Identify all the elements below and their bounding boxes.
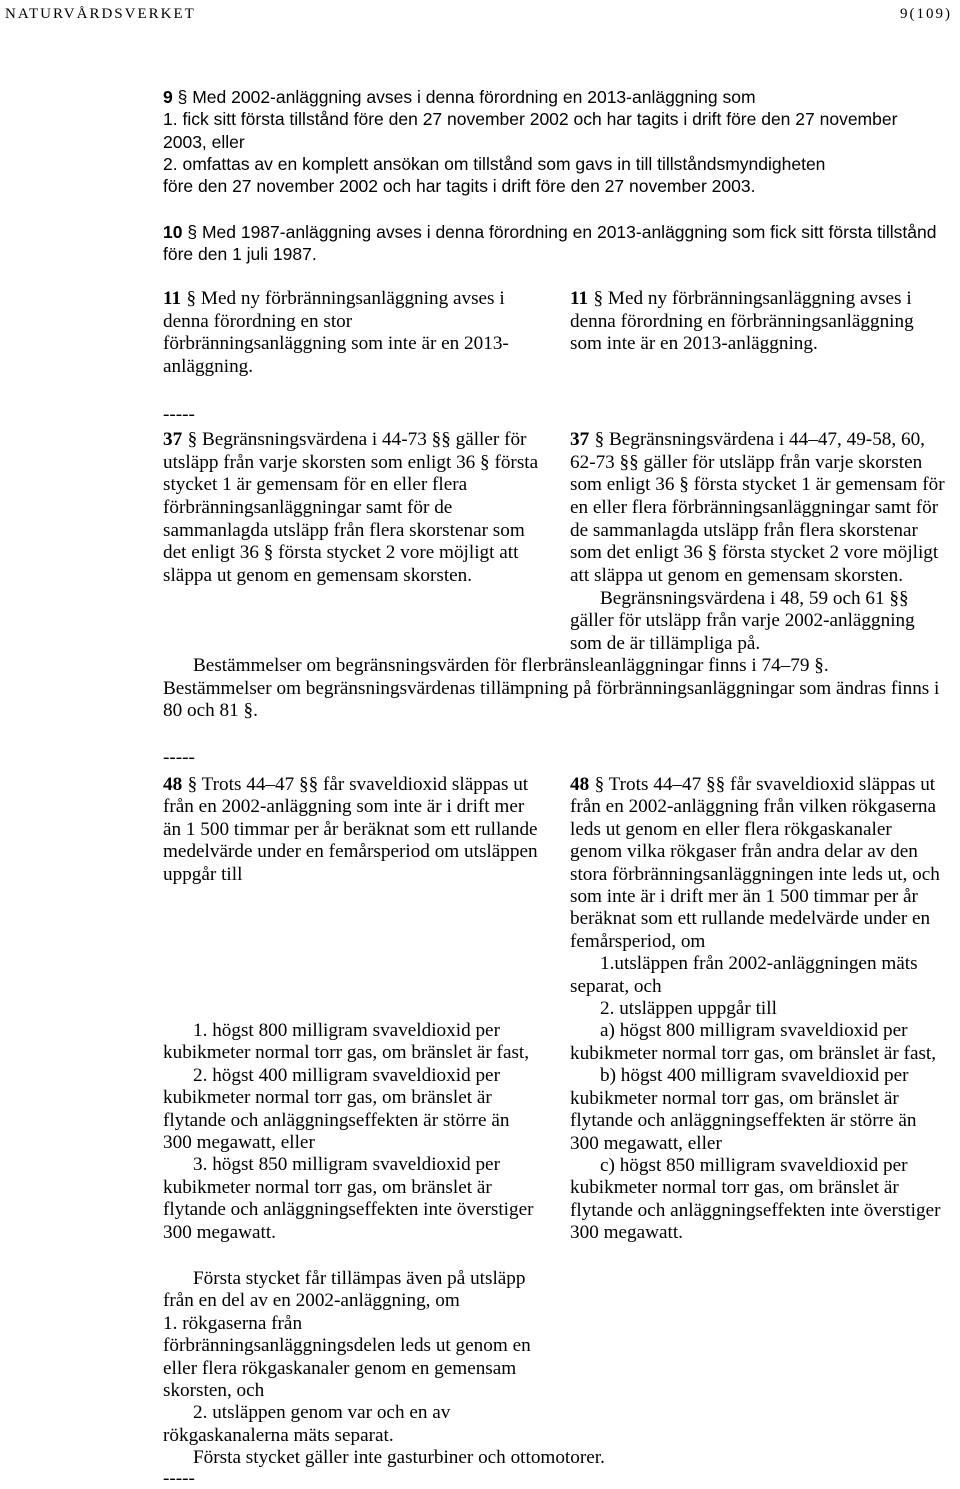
limit-line: 2. högst 400 milligram svaveldioxid per <box>193 1064 500 1086</box>
section-48-left-limits <box>163 1020 533 1244</box>
paragraph-line: beräknat som ett rullande medelvärde under en <box>570 908 931 930</box>
limit-line: kubikmeter normal torr gas, om bränslet är fast, <box>163 1042 530 1064</box>
limit-line: b) högst 400 milligram svaveldioxid per <box>600 1065 909 1087</box>
limit-line: 300 megawatt, eller <box>570 1132 722 1154</box>
section-heading-text: § Med ny förbränningsanläggning avses i <box>593 288 912 309</box>
section-number: 37 <box>570 429 590 450</box>
section-heading-text: § Trots 44–47 §§ får svaveldioxid släppas ut <box>187 774 529 795</box>
paragraph-line: Begränsningsvärdena i 48, 59 och 61 §§ <box>600 587 909 609</box>
section-number: 9 <box>163 87 173 107</box>
section-heading-line <box>163 221 936 243</box>
paragraph-line: släppa ut genom en gemensam skorsten. <box>163 564 473 586</box>
paragraph-line: 1.utsläppen från 2002-anläggningen mäts <box>600 953 918 975</box>
section-number: 10 <box>163 222 183 242</box>
section-heading-text: § Med 1987-anläggning avses i denna förordning en 2013-anläggning som fick sitt första tillstånd <box>187 222 937 242</box>
paragraph-line: att släppa ut genom en gemensam skorsten. <box>570 564 904 586</box>
paragraph-line: eller flera rökgaskanaler genom en gemensam <box>163 1357 517 1379</box>
paragraph-line: separat, och <box>570 975 662 997</box>
paragraph-line: rökgaskanalerna mäts separat. <box>163 1424 394 1446</box>
section-heading-line <box>163 86 897 108</box>
section-heading-text: § Trots 44–47 §§ får svaveldioxid släppas ut <box>594 774 936 795</box>
paragraph-line: det enligt 36 § första stycket 2 vore möjligt att <box>163 542 519 564</box>
paragraph-line: 80 och 81 §. <box>163 700 258 721</box>
limit-line: kubikmeter normal torr gas, om bränslet är <box>163 1087 492 1109</box>
limit-line: 3. högst 850 milligram svaveldioxid per <box>193 1154 500 1176</box>
section-48-right-column <box>570 774 940 1245</box>
section-heading-text: § Med 2002-anläggning avses i denna förordning en 2013-anläggning som <box>177 87 756 107</box>
limit-line: flytande och anläggningseffekten är större än <box>570 1110 917 1132</box>
paragraph-line: från en 2002-anläggning som inte är i drift mer <box>163 796 525 818</box>
paragraph-line: 2. utsläppen genom var och en av <box>193 1402 451 1424</box>
paragraph-line: anläggning. <box>163 355 254 377</box>
paragraph-line: som enligt 36 § första stycket 1 är gemensam för <box>570 474 945 496</box>
limit-line: 300 megawatt. <box>570 1222 683 1244</box>
paragraph-line: från en del av en 2002-anläggning, om <box>163 1290 460 1312</box>
paragraph-line: förbränningsanläggningsdelen leds ut genom en <box>163 1335 531 1357</box>
closing-paragraph <box>163 1268 605 1488</box>
paragraph-line: skorsten, och <box>163 1380 265 1402</box>
paragraph-line: förbränningsanläggning som inte är en 2013- <box>163 333 509 355</box>
paragraph-line: femårsperiod, om <box>570 930 706 952</box>
limit-line: 1. högst 800 milligram svaveldioxid per <box>193 1020 500 1041</box>
paragraph-line: genom vilka rökgaser från andra delar av den <box>570 841 918 863</box>
paragraph-line: stora förbränningsanläggningen inte leds ut, och <box>570 863 940 885</box>
paragraph-line: 2003, eller <box>163 131 245 152</box>
limit-line: flytande och anläggningseffekten är större än <box>163 1109 510 1131</box>
section-11-left-column <box>163 288 509 378</box>
paragraph-line: en eller flera förbränningsanläggningar samt för <box>570 496 939 518</box>
limit-line: 300 megawatt, eller <box>163 1132 315 1154</box>
paragraph-line: stycket 1 är gemensam för en eller flera <box>163 474 468 496</box>
paragraph-line: gäller för utsläpp från varje 2002-anläggning <box>570 610 915 632</box>
paragraph-line: Bestämmelser om begränsningsvärdenas tillämpning på förbränningsanläggningar som ändras finns i <box>163 677 940 699</box>
limit-line: kubikmeter normal torr gas, om bränslet är <box>570 1087 899 1109</box>
section-number: 11 <box>570 288 589 309</box>
limit-line: c) högst 850 milligram svaveldioxid per <box>600 1154 908 1176</box>
paragraph-line: som det enligt 36 § första stycket 2 vore möjligt <box>570 542 939 564</box>
section-heading-line <box>570 288 914 311</box>
limit-line: flytande och anläggningseffekten inte överstiger <box>570 1199 941 1221</box>
separator: ----- <box>163 747 195 768</box>
paragraph-line: som de är tillämpliga på. <box>570 632 761 654</box>
paragraph-line: 2. utsläppen uppgår till <box>600 998 777 1020</box>
paragraph-line: som inte är en 2013-anläggning. <box>570 333 818 355</box>
paragraph-line: sammanlagda utsläpp från flera skorstenar som <box>163 519 525 541</box>
paragraph-line: som inte är i drift mer än 1 500 timmar per år <box>570 886 918 908</box>
paragraph-line: denna förordning en stor <box>163 310 353 332</box>
section-heading-line <box>163 288 509 311</box>
paragraph-line: än 1 500 timmar per år beräknat som ett rullande <box>163 818 538 840</box>
separator: ----- <box>163 404 195 425</box>
paragraph-line: 2. omfattas av en komplett ansökan om tillstånd som gavs in till tillståndsmyndigheten <box>163 153 826 174</box>
paragraph-line: förbränningsanläggningar samt för de <box>163 496 453 518</box>
section-heading-text: § Begränsningsvärdena i 44–47, 49-58, 60, <box>594 429 925 450</box>
section-heading-line <box>163 429 538 452</box>
paragraph-line: denna förordning en förbränningsanläggning <box>570 310 914 332</box>
limit-line: kubikmeter normal torr gas, om bränslet är <box>570 1177 899 1199</box>
section-heading-text: § Med ny förbränningsanläggning avses i <box>186 288 505 309</box>
section-heading-line <box>570 774 940 796</box>
separator: ----- <box>163 1467 195 1489</box>
section-9 <box>163 86 897 197</box>
limit-line: kubikmeter normal torr gas, om bränslet är fast, <box>570 1042 937 1064</box>
section-heading-line <box>163 774 538 796</box>
limit-line: a) högst 800 milligram svaveldioxid per <box>600 1020 908 1042</box>
paragraph-line: Bestämmelser om begränsningsvärden för flerbränsleanläggningar finns i 74–79 §. <box>193 655 829 676</box>
section-heading-text: § Begränsningsvärdena i 44-73 §§ gäller för <box>187 429 527 450</box>
paragraph-line: 62-73 §§ gäller för utsläpp från varje skorsten <box>570 451 923 473</box>
limit-line: flytande och anläggningseffekten inte överstiger <box>163 1199 534 1221</box>
publisher-name: NATURVÅRDSVERKET <box>5 6 196 22</box>
paragraph-line: Första stycket får tillämpas även på utsläpp <box>193 1268 526 1289</box>
section-number: 48 <box>163 774 183 795</box>
section-number: 11 <box>163 288 182 309</box>
section-37-right-column <box>570 429 945 656</box>
paragraph-line: uppgår till <box>163 863 243 885</box>
limit-line: 300 megawatt. <box>163 1221 276 1243</box>
section-37-left-column <box>163 429 538 588</box>
paragraph-line: Första stycket gäller inte gasturbiner och ottomotorer. <box>193 1447 605 1469</box>
page-number: 9(109) <box>900 6 952 22</box>
paragraph-line: leds ut genom en eller flera rökgaskanaler <box>570 818 892 840</box>
limit-line: kubikmeter normal torr gas, om bränslet är <box>163 1176 492 1198</box>
section-number: 48 <box>570 774 590 795</box>
section-48-left-column <box>163 774 538 886</box>
section-heading-line <box>570 429 945 452</box>
provisions-paragraph <box>163 655 939 723</box>
paragraph-line: utsläpp från varje skorsten som enligt 36 § första <box>163 451 539 473</box>
paragraph-line: medelvärde under en femårsperiod om utsläppen <box>163 841 538 863</box>
paragraph-line: från en 2002-anläggning från vilken rökgaserna <box>570 796 937 818</box>
paragraph-line: 1. fick sitt första tillstånd före den 27 november 2002 och har tagits i drift före den 27 november <box>163 109 898 130</box>
section-number: 37 <box>163 429 183 450</box>
paragraph-line: före den 1 juli 1987. <box>163 244 317 265</box>
section-10 <box>163 221 936 266</box>
section-11-right-column <box>570 288 914 356</box>
paragraph-line: före den 27 november 2002 och har tagits i drift före den 27 november 2003. <box>163 176 756 197</box>
paragraph-line: 1. rökgaserna från <box>163 1312 303 1334</box>
paragraph-line: de sammanlagda utsläpp från flera skorstenar <box>570 519 918 541</box>
